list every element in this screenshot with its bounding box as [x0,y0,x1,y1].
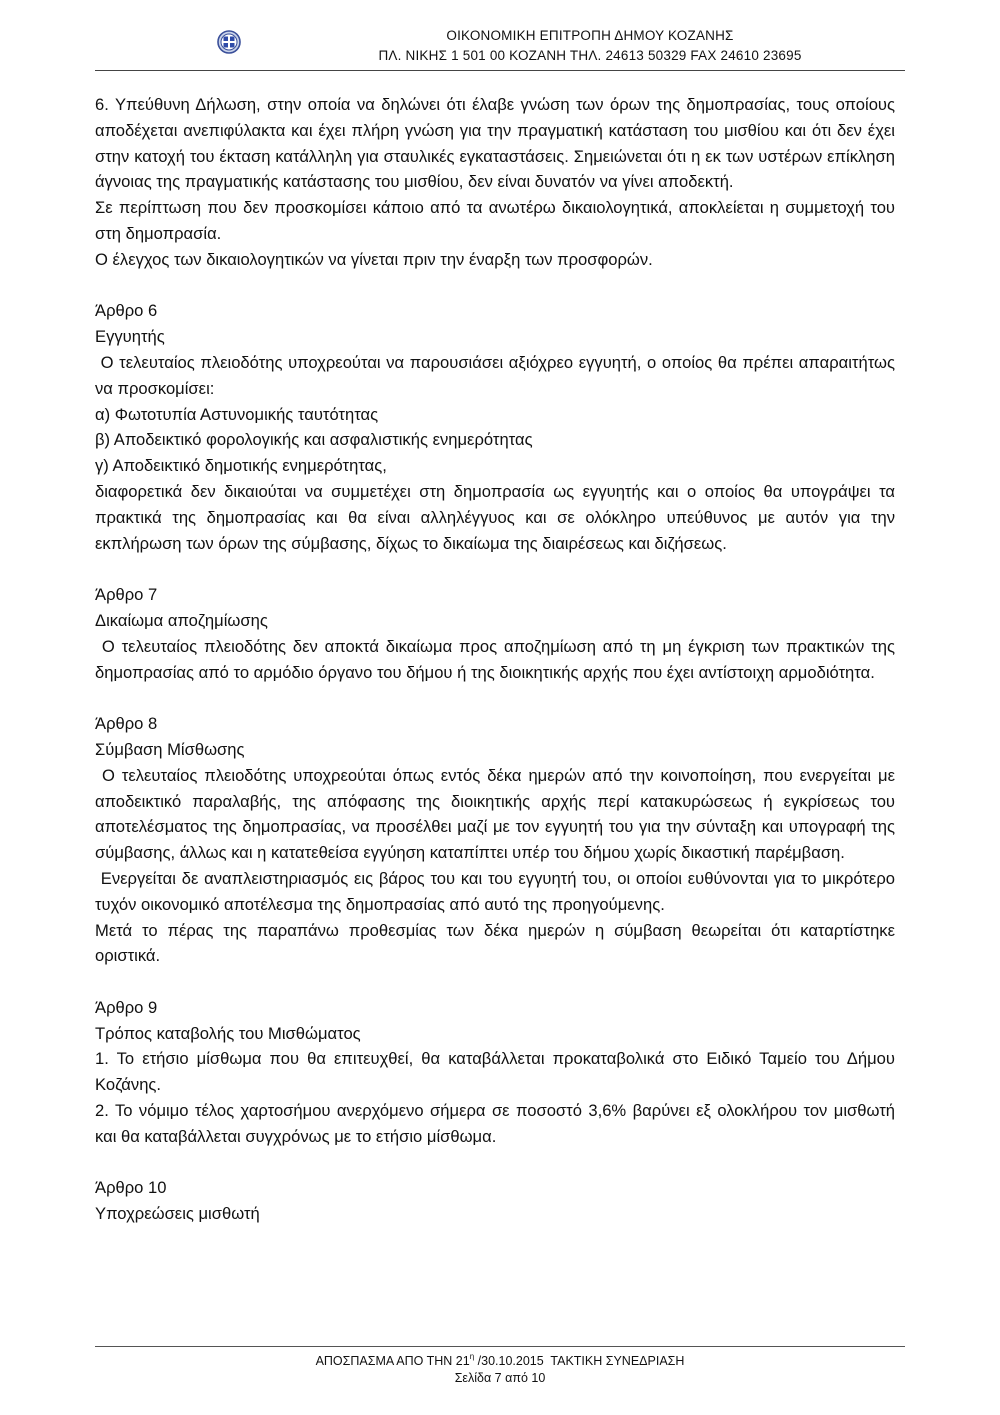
article-list-item: α) Φωτοτυπία Αστυνομικής ταυτότητας [95,404,379,424]
article-paragraph: Ο τελευταίος πλειοδότης δεν αποκτά δικαίωμα προς αποζημίωση από τη μη έγκριση των πρακτικών της δημοπρασίας από το αρμόδιο όργανο του δήμου ή της διοικητικής αρχής που έχει αντίστοιχη αρμοδιότητα. [95,636,900,682]
article-paragraph: Ενεργείται δε αναπλειστηριασμός εις βάρος του και του εγγυητή του, οι οποίοι ευθύνονται για το μικρότερο τυχόν οικονομικό αποτέλεσμα της δημοπρασίας από αυτό της προηγούμενης. [95,868,900,914]
article-9 [95,995,895,1150]
header-divider [95,70,905,71]
footer-divider [95,1346,905,1347]
article-paragraph: Ο τελευταίος πλειοδότης υποχρεούται να παρουσιάσει αξιόχρεο εγγυητή, ο οποίος θα πρέπει απαραιτήτως να προσκομίσει: [95,352,900,398]
footer-prefix: ΑΠΟΣΠΑΣΜΑ ΑΠΟ ΤΗΝ 21 [315,1354,470,1368]
article-paragraph: 1. Το ετήσιο μίσθωμα που θα επιτευχθεί, θα καταβάλλεται προκαταβολικά στο Ειδικό Ταμείο του Δήμου Κοζάνης. [95,1049,895,1095]
article-paragraph: Ο τελευταίος πλειοδότης υποχρεούται όπως εντός δέκα ημερών από την κοινοποίηση, που ενεργείται με αποδεικτικό παραλαβής, της απόφασης της διοικητικής αρχής περί κατακυρώσεως ή εγκρίσεως του αποτελέσματος της δημοπρασίας, να προσέλθει μαζί με τον εγγυητή του για την σύνταξη και υπογραφή της σύμβασης, άλλως και η κατατεθείσα εγγύηση καταπίπτει υπέρ του δήμου χωρίς δικαστική παρέμβαση. [95,765,900,863]
article-title: Εγγυητής [95,327,165,347]
article-number: Άρθρο 7 [95,585,158,605]
article-number: Άρθρο 6 [95,301,158,321]
article-10 [95,1175,895,1227]
article-title: Δικαίωμα αποζημίωσης [95,610,268,630]
article-title: Τρόπος καταβολής του Μισθώματος [95,1023,361,1043]
article-paragraph: Μετά το πέρας της παραπάνω προθεσμίας των δέκα ημερών η σύμβαση θεωρείται ότι καταρτίστηκε οριστικά. [95,920,895,966]
intro-paragraph: 6. Υπεύθυνη Δήλωση, στην οποία να δηλώνει ότι έλαβε γνώση των όρων της δημοπρασίας, τους οποίους αποδέχεται ανεπιφύλακτα και έχει πλήρη γνώση για την πραγματική κατάσταση του μισθίου και ότι δεν έχει στην κατοχή του έκταση κατάλληλη για σταυλικές εγκαταστάσεις. Σημειώνεται ότι η εκ των υστέρων επίκληση άγνοιας της πραγματικής κατάστασης του μισθίου, δεν είναι δυνατόν να γίνει αποδεκτή. [95,95,895,192]
article-6 [95,298,900,556]
footer-suffix: /30.10.2015 ΤΑΚΤΙΚΗ ΣΥΝΕΔΡΙΑΣΗ [474,1354,685,1368]
footer-ordinal: η [469,1352,475,1361]
article-paragraph: 2. Το νόμιμο τέλος χαρτοσήμου ανερχόμενο σήμερα σε ποσοστό 3,6% βαρύνει εξ ολοκλήρου τον μισθωτή και θα καταβάλλεται συγχρόνως με το ετήσιο μίσθωμα. [95,1101,895,1146]
article-list-item: γ) Αποδεικτικό δημοτικής ενημερότητας, [95,456,387,476]
article-title: Σύμβαση Μίσθωσης [95,739,245,759]
article-paragraph: διαφορετικά δεν δικαιούται να συμμετέχει στη δημοπρασία ως εγγυητής και ο οποίος θα υπογράψει τα πρακτικά της δημοπρασίας και θα είναι αλληλέγγυος και σε ολόκληρο υπεύθυνος με αυτόν για την εκπλήρωση των όρων της σύμβασης, δίχως το δικαίωμα της διαιρέσεως και διζήσεως. [95,481,895,553]
letterhead [95,26,905,71]
article-number: Άρθρο 8 [95,714,158,734]
intro-paragraph: Σε περίπτωση που δεν προσκομίσει κάποιο από τα ανωτέρω δικαιολογητικά, αποκλείεται η συμμετοχή του στη δημοπρασία. [95,198,895,243]
article-list-item: β) Αποδεικτικό φορολογικής και ασφαλιστικής ενημερότητας [95,430,533,450]
letterhead-address: ΠΛ. ΝΙΚΗΣ 1 501 00 ΚΟΖΑΝΗ ΤΗΛ. 24613 50329 FAX 24610 23695 [378,48,802,63]
footer-meeting-reference [95,1352,905,1368]
article-title: Υποχρεώσεις μισθωτή [95,1204,260,1224]
intro-paragraph: Ο έλεγχος των δικαιολογητικών να γίνεται πριν την έναρξη των προσφορών. [95,249,653,269]
letterhead-title: ΟΙΚΟΝΟΜΙΚΗ ΕΠΙΤΡΟΠΗ ΔΗΜΟΥ ΚΟΖΑΝΗΣ [446,28,734,43]
article-number: Άρθρο 10 [95,1178,167,1198]
article-7 [95,582,900,685]
document-body [95,92,900,1227]
page-number: Σελίδα 7 από 10 [454,1371,546,1385]
article-number: Άρθρο 9 [95,997,158,1017]
article-8 [95,711,900,969]
